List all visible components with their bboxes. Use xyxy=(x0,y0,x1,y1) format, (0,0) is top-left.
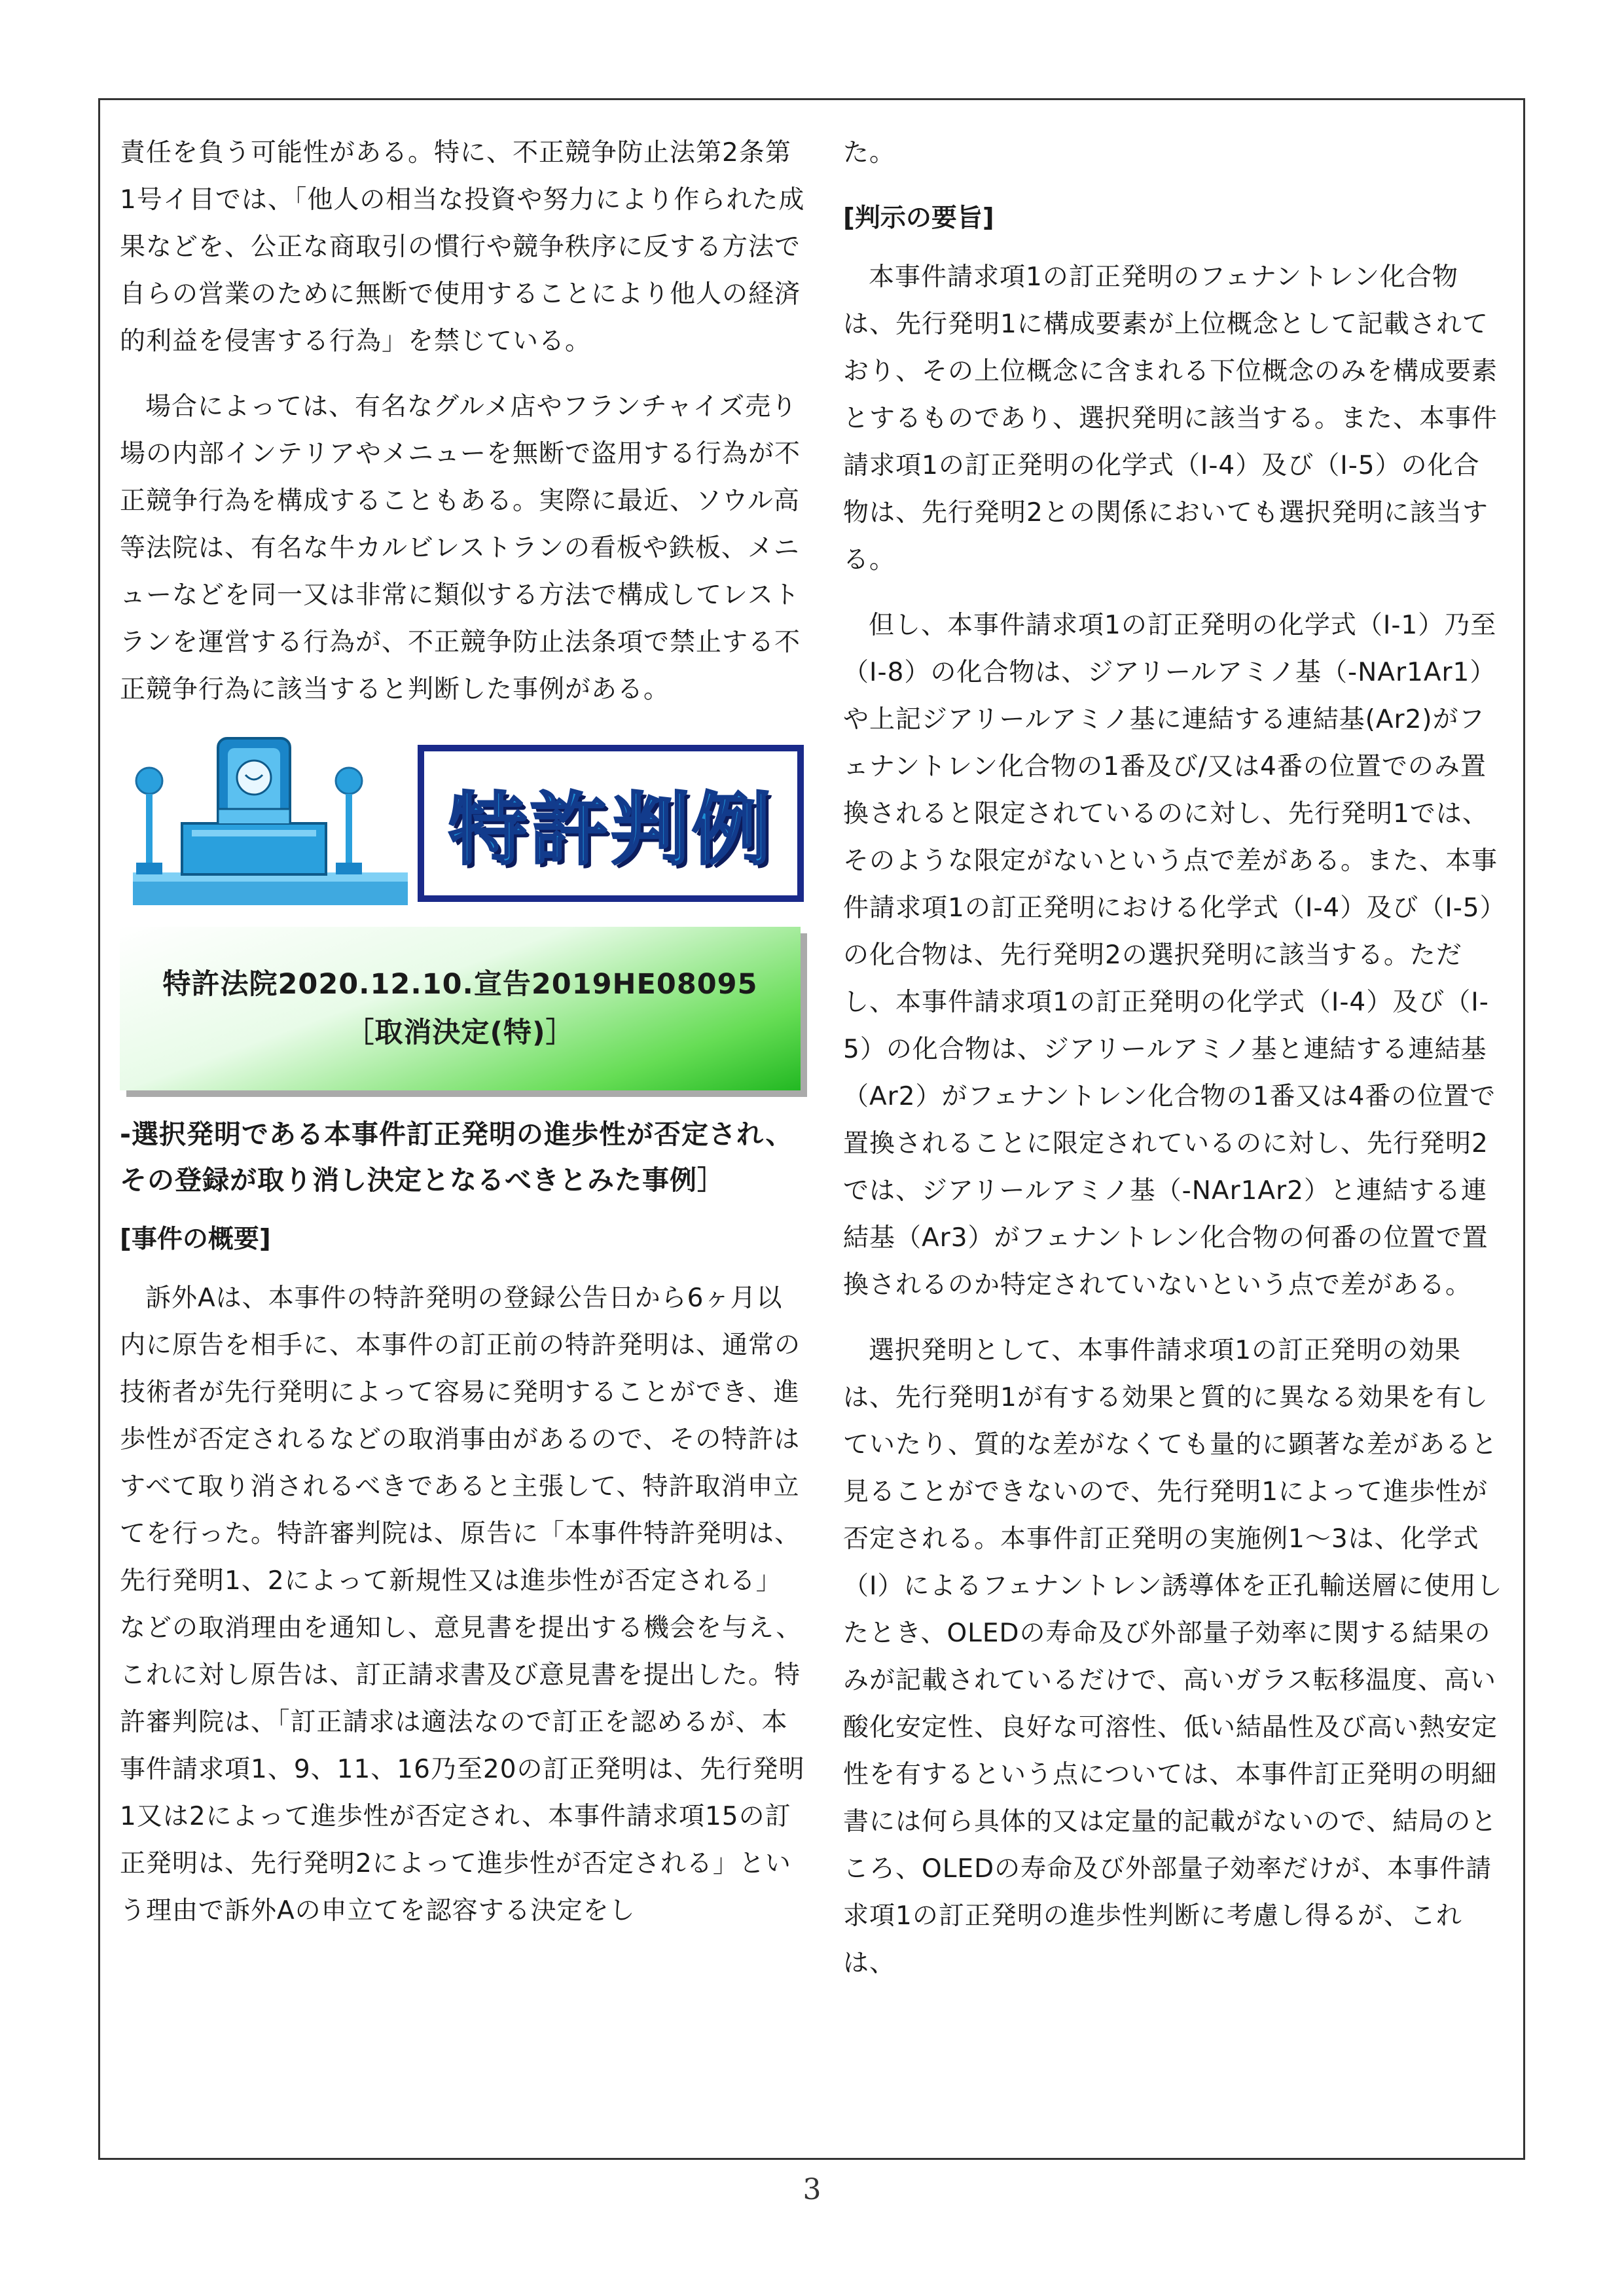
banner-title: 特許判例 xyxy=(448,785,773,876)
page-number: 3 xyxy=(803,2173,821,2206)
paragraph: 場合によっては、有名なグルメ店やフランチャイズ売り場の内部インテリアやメニューを無断で盗用する行為が不正競争行為を構成することもある。実際に最近、ソウル高等法院は、有名な牛カルビレストランの看板や鉄板、メニューなどを同一又は非常に類似する方法で構成してレストランを運営する行為が、不正競争防止法条項で禁止する不正競争行為に該当すると判断した事例がある。 xyxy=(120,392,801,704)
paragraph: た。 xyxy=(843,138,896,168)
paragraph: 本事件請求項1の訂正発明のフェナントレン化合物は、先行発明1に構成要素が上位概念として記載されており、その上位概念に含まれる下位概念のみを構成要素とするものであり、選択発明に該当する。また、本事件請求項1の訂正発明の化学式（I-4）及び（I-5）の化合物は、先行発明2との関係においても選択発明に該当する。 xyxy=(843,262,1498,575)
paragraph: 責任を負う可能性がある。特に、不正競争防止法第2条第1号イ目では、「他人の相当な投資や努力により作られた成果などを、公正な商取引の慣行や競争秩序に反する方法で自らの営業のために無断で使用することにより他人の経済的利益を侵害する行為」を禁じている。 xyxy=(120,138,805,356)
courtroom-illustration xyxy=(120,732,421,915)
case-reference-box xyxy=(120,927,801,1090)
left-column xyxy=(120,130,807,1953)
section-heading-gist: [判示の要旨] xyxy=(843,204,994,233)
paragraph: 選択発明として、本事件請求項1の訂正発明の効果は、先行発明1が有する効果と質的に異なる効果を有していたり、質的な差がなくても量的に顕著な差があると見ることができないので、先行発明1によって進歩性が否定される。本事件訂正発明の実施例1～3は、化学式（I）によるフェナントレン誘導体を正孔輸送層に使用したとき、OLEDの寿命及び外部量子効率に関する結果のみが記載されているだけで、高いガラス転移温度、高い酸化安定性、良好な可溶性、低い結晶性及び高い熱安定性を有するという点については、本事件訂正発明の明細書には何ら具体的又は定量的記載がないので、結局のところ、OLEDの寿命及び外部量子効率だけが、本事件請求項1の訂正発明の進歩性判断に考慮し得るが、これは、 xyxy=(843,1336,1503,1978)
case-type: ［取消決定(特)］ xyxy=(346,1016,575,1049)
patent-case-banner xyxy=(120,732,807,915)
case-subtitle: -選択発明である本事件訂正発明の進歩性が否定され、その登録が取り消し決定となるべきとみた事例］ xyxy=(120,1119,793,1196)
page-frame xyxy=(98,98,1525,2160)
right-column xyxy=(843,130,1504,2005)
paragraph: 但し、本事件請求項1の訂正発明の化学式（I-1）乃至（I-8）の化合物は、ジアリールアミノ基（-NAr1Ar1）や上記ジアリールアミノ基に連結する連結基(Ar2)がフェナントレン化合物の1番及び/又は4番の位置でのみ置換されると限定されているのに対し、先行発明1では、そのような限定がないという点で差がある。また、本事件請求項1の訂正発明における化学式（I-4）及び（I-5）の化合物は、先行発明2の選択発明に該当する。ただし、本事件請求項1の訂正発明の化学式（I-4）及び（I-5）の化合物は、ジアリールアミノ基と連結する連結基（Ar2）がフェナントレン化合物の1番又は4番の位置で置換されることに限定されているのに対し、先行発明2では、ジアリールアミノ基（-NAr1Ar2）と連結する連結基（Ar3）がフェナントレン化合物の何番の位置で置換されるのか特定されていないという点で差がある。 xyxy=(843,611,1498,1300)
section-heading-overview: [事件の概要] xyxy=(120,1225,271,1254)
paragraph: 訴外Aは、本事件の特許発明の登録公告日から6ヶ月以内に原告を相手に、本事件の訂正前の特許発明は、通常の技術者が先行発明によって容易に発明することができ、進歩性が否定されるなどの取消事由があるので、その特許はすべて取り消されるべきであると主張して、特許取消申立てを行った。特許審判院は、原告に「本事件特許発明は、先行発明1、2によって新規性又は進歩性が否定される」などの取消理由を通知し、意見書を提出する機会を与え、これに対し原告は、訂正請求書及び意見書を提出した。特許審判院は、「訂正請求は適法なので訂正を認めるが、本事件請求項1、9、11、16乃至20の訂正発明は、先行発明1又は2によって進歩性が否定され、本事件請求項15の訂正発明は、先行発明2によって進歩性が否定される」という理由で訴外Aの申立てを認容する決定をし xyxy=(120,1283,805,1926)
case-number: 特許法院2020.12.10.宣告2019HE08095 xyxy=(162,968,758,1001)
banner-title-box xyxy=(418,745,804,902)
